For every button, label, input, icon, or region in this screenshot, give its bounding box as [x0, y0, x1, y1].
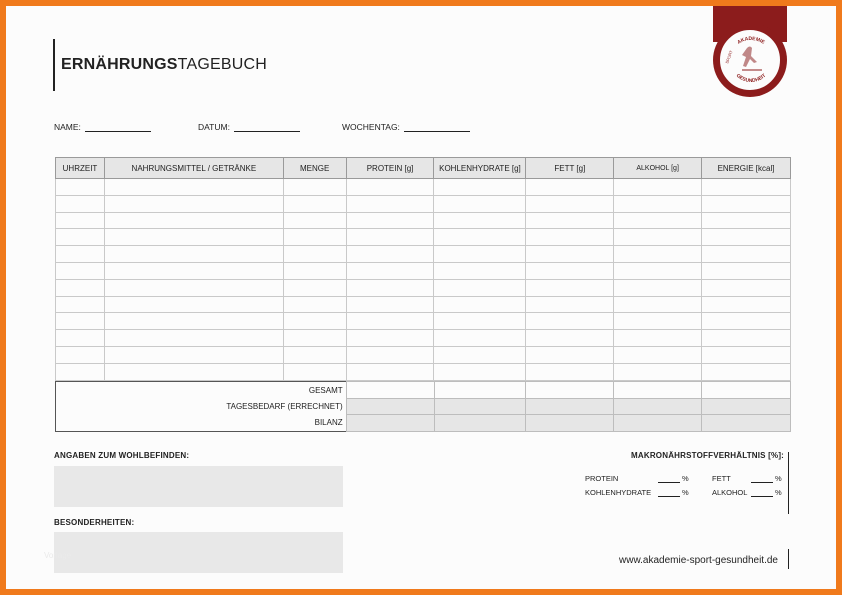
table-cell[interactable] [56, 296, 105, 313]
website-link[interactable]: www.akademie-sport-gesundheit.de [619, 555, 778, 566]
table-cell[interactable] [702, 279, 791, 296]
col-header: NAHRUNGSMITTEL / GETRÄNKE [104, 158, 283, 179]
summary-cell[interactable] [526, 382, 614, 399]
summary-row [56, 398, 791, 415]
table-cell[interactable] [702, 313, 791, 330]
summary-cell[interactable] [526, 415, 614, 432]
table-cell[interactable] [283, 279, 346, 296]
summary-cell[interactable] [614, 398, 702, 415]
table-cell[interactable] [283, 313, 346, 330]
table-row [56, 229, 791, 246]
table-cell[interactable] [56, 346, 105, 363]
table-cell[interactable] [283, 195, 346, 212]
table-cell[interactable] [283, 296, 346, 313]
table-cell[interactable] [346, 262, 434, 279]
table-cell[interactable] [346, 346, 434, 363]
summary-cell[interactable] [346, 382, 434, 399]
table-cell[interactable] [434, 313, 526, 330]
table-cell[interactable] [526, 246, 614, 263]
weekday-field[interactable]: WOCHENTAG: [342, 122, 470, 132]
summary-cell[interactable] [346, 398, 434, 415]
logo-bottom-text: GESUNDHEIT [734, 72, 768, 85]
table-cell[interactable] [56, 179, 105, 196]
table-cell[interactable] [614, 363, 702, 380]
table-cell[interactable] [526, 346, 614, 363]
table-cell[interactable] [56, 279, 105, 296]
watermark-text: Vorlage [44, 551, 72, 560]
macro-title: MAKRONÄHRSTOFFVERHÄLTNIS [%]: [631, 451, 785, 460]
summary-label: BILANZ [56, 415, 347, 432]
table-cell[interactable] [346, 246, 434, 263]
table-cell[interactable] [346, 296, 434, 313]
summary-cell[interactable] [702, 398, 791, 415]
wellbeing-input[interactable] [54, 466, 343, 507]
table-cell[interactable] [104, 195, 283, 212]
table-cell[interactable] [702, 296, 791, 313]
summary-label: GESAMT [56, 382, 347, 399]
svg-text:AKADEMIE [736, 36, 766, 46]
table-row [56, 346, 791, 363]
table-cell[interactable] [104, 296, 283, 313]
macro-accent-bar [788, 452, 789, 514]
table-cell[interactable] [104, 363, 283, 380]
summary-cell[interactable] [614, 415, 702, 432]
summary-cell[interactable] [702, 415, 791, 432]
summary-row [56, 382, 791, 399]
table-cell[interactable] [434, 262, 526, 279]
table-cell[interactable] [526, 212, 614, 229]
name-field[interactable]: NAME: [54, 122, 151, 132]
macro-protein-value[interactable]: % [656, 474, 689, 483]
col-header: UHRZEIT [56, 158, 105, 179]
table-cell[interactable] [56, 363, 105, 380]
notes-input[interactable] [54, 532, 343, 573]
table-row [56, 262, 791, 279]
worksheet-page [6, 6, 836, 589]
table-cell[interactable] [346, 279, 434, 296]
table-cell[interactable] [346, 363, 434, 380]
table-row [56, 279, 791, 296]
table-row [56, 246, 791, 263]
table-cell[interactable] [346, 212, 434, 229]
table-cell[interactable] [614, 179, 702, 196]
table-cell[interactable] [434, 212, 526, 229]
macro-carbs-value[interactable]: % [656, 488, 689, 497]
table-cell[interactable] [346, 313, 434, 330]
table-cell[interactable] [614, 313, 702, 330]
macro-fat-value[interactable]: % [749, 474, 782, 483]
macro-alcohol[interactable]: ALKOHOL [712, 488, 748, 497]
macro-alcohol-value[interactable]: % [749, 488, 782, 497]
macro-fat[interactable]: FETT [712, 474, 731, 483]
table-row [56, 179, 791, 196]
summary-cell[interactable] [614, 382, 702, 399]
table-cell[interactable] [702, 212, 791, 229]
table-cell[interactable] [104, 246, 283, 263]
table-cell[interactable] [702, 246, 791, 263]
table-cell[interactable] [614, 229, 702, 246]
table-cell[interactable] [702, 195, 791, 212]
table-cell[interactable] [283, 346, 346, 363]
col-header: PROTEIN [g] [346, 158, 434, 179]
logo-top-text: AKADEMIE [736, 35, 766, 46]
macro-carbs[interactable]: KOHLENHYDRATE [585, 488, 652, 497]
table-cell[interactable] [702, 262, 791, 279]
summary-label: TAGESBEDARF (ERRECHNET) [56, 398, 347, 415]
table-cell[interactable] [526, 279, 614, 296]
table-header-row [56, 158, 791, 179]
table-cell[interactable] [526, 179, 614, 196]
table-cell[interactable] [104, 330, 283, 347]
food-log-table [55, 157, 791, 381]
table-cell[interactable] [104, 229, 283, 246]
table-cell[interactable] [56, 330, 105, 347]
col-header: FETT [g] [526, 158, 614, 179]
table-cell[interactable] [434, 363, 526, 380]
athlete-icon [720, 30, 781, 91]
table-cell[interactable] [434, 246, 526, 263]
table-cell[interactable] [56, 313, 105, 330]
summary-cell[interactable] [434, 398, 526, 415]
table-cell[interactable] [702, 179, 791, 196]
table-cell[interactable] [614, 246, 702, 263]
table-cell[interactable] [434, 346, 526, 363]
table-cell[interactable] [346, 195, 434, 212]
table-cell[interactable] [434, 179, 526, 196]
table-cell[interactable] [283, 212, 346, 229]
table-row [56, 313, 791, 330]
table-cell[interactable] [526, 296, 614, 313]
academy-logo [713, 23, 787, 97]
table-cell[interactable] [56, 195, 105, 212]
col-header: MENGE [283, 158, 346, 179]
table-row [56, 195, 791, 212]
summary-table [55, 381, 791, 432]
table-cell[interactable] [702, 229, 791, 246]
table-cell[interactable] [283, 229, 346, 246]
table-cell[interactable] [526, 363, 614, 380]
table-cell[interactable] [283, 262, 346, 279]
table-row [56, 212, 791, 229]
table-cell[interactable] [283, 246, 346, 263]
table-cell[interactable] [614, 296, 702, 313]
table-cell[interactable] [346, 179, 434, 196]
table-cell[interactable] [434, 296, 526, 313]
summary-cell[interactable] [434, 382, 526, 399]
website-accent-bar [788, 549, 789, 569]
col-header: KOHLENHYDRATE [g] [434, 158, 526, 179]
table-cell[interactable] [434, 229, 526, 246]
table-cell[interactable] [283, 179, 346, 196]
table-cell[interactable] [104, 179, 283, 196]
wellbeing-label: ANGABEN ZUM WOHLBEFINDEN: [54, 451, 190, 460]
table-cell[interactable] [526, 262, 614, 279]
table-cell[interactable] [56, 212, 105, 229]
table-cell[interactable] [526, 330, 614, 347]
table-cell[interactable] [56, 229, 105, 246]
table-cell[interactable] [434, 330, 526, 347]
summary-row [56, 415, 791, 432]
table-cell[interactable] [526, 229, 614, 246]
logo-side-text: SPORT [724, 49, 734, 65]
table-cell[interactable] [104, 346, 283, 363]
table-cell[interactable] [526, 313, 614, 330]
table-cell[interactable] [56, 246, 105, 263]
table-row [56, 330, 791, 347]
table-cell[interactable] [614, 279, 702, 296]
table-cell[interactable] [434, 279, 526, 296]
summary-cell[interactable] [526, 398, 614, 415]
table-cell[interactable] [614, 262, 702, 279]
table-cell[interactable] [434, 195, 526, 212]
notes-label: BESONDERHEITEN: [54, 518, 135, 527]
table-cell[interactable] [283, 330, 346, 347]
table-cell[interactable] [104, 212, 283, 229]
table-cell[interactable] [702, 330, 791, 347]
table-cell[interactable] [614, 212, 702, 229]
table-row [56, 296, 791, 313]
table-cell[interactable] [614, 195, 702, 212]
summary-cell[interactable] [346, 415, 434, 432]
col-header: ALKOHOL [g] [614, 158, 702, 179]
table-cell[interactable] [104, 262, 283, 279]
page-title: ERNÄHRUNGSTAGEBUCH [61, 56, 267, 73]
table-cell[interactable] [702, 346, 791, 363]
table-cell[interactable] [56, 262, 105, 279]
col-header: ENERGIE [kcal] [702, 158, 791, 179]
summary-cell[interactable] [434, 415, 526, 432]
table-cell[interactable] [283, 363, 346, 380]
table-cell[interactable] [104, 313, 283, 330]
table-cell[interactable] [346, 229, 434, 246]
svg-text:GESUNDHEIT [735, 73, 767, 84]
table-cell[interactable] [104, 279, 283, 296]
table-cell[interactable] [614, 346, 702, 363]
table-cell[interactable] [526, 195, 614, 212]
table-cell[interactable] [346, 330, 434, 347]
table-row [56, 363, 791, 380]
table-cell[interactable] [702, 363, 791, 380]
macro-protein[interactable]: PROTEIN [585, 474, 619, 483]
table-cell[interactable] [614, 330, 702, 347]
title-accent-bar [53, 39, 55, 91]
summary-cell[interactable] [702, 382, 791, 399]
date-field[interactable]: DATUM: [198, 122, 300, 132]
